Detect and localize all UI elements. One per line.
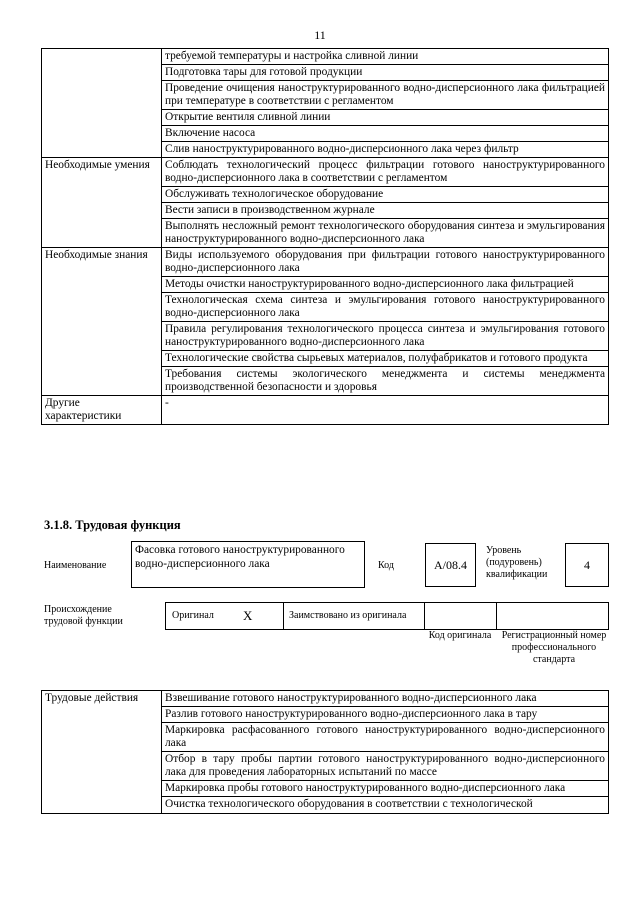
list-item: Открытие вентиля сливной линии [162,110,609,126]
list-item: Очистка технологического оборудования в соответствии с технологической [162,797,609,814]
list-item: Требования системы экологического менеджмента и системы менеджмента производственной безопасности и здоровья [162,367,609,396]
row-label-actions: Трудовые действия [42,691,162,814]
row-label [42,49,162,158]
divider [424,602,425,630]
list-item: Слив наноструктурированного водно-дисперсионного лака через фильтр [162,142,609,158]
list-item: Технологическая схема синтеза и эмульгирования готового наноструктурированного водно-дисперсионного лака [162,293,609,322]
list-item: Отбор в тару пробы партии готового наноструктурированного водно-дисперсионного лака для проведения лабораторных испытаний по массе [162,752,609,781]
table-row [42,158,609,187]
origin-label: Происхождение трудовой функции [44,604,123,627]
row-label-knowledge: Необходимые знания [42,248,162,396]
list-item: Технологические свойства сырьевых материалов, полуфабрикатов и готового продукта [162,351,609,367]
labor-actions-table [41,690,609,814]
level-label: Уровень (подуровень) квалификации [486,545,548,580]
list-item: Разлив готового наноструктурированного водно-дисперсионного лака в тару [162,707,609,723]
table-row [42,49,609,65]
list-item: Подготовка тары для готовой продукции [162,65,609,81]
list-item: Правила регулирования технологического процесса синтеза и эмульгирования готового наноструктурированного водно-дисперсионного лака [162,322,609,351]
original-mark: X [243,608,253,623]
list-item: Включение насоса [162,126,609,142]
list-item: - [162,396,609,425]
list-item: Виды используемого оборудования при фильтрации готового наноструктурированного водно-дисперсионного лака [162,248,609,277]
page-number: 11 [314,28,326,42]
code-label: Код [378,560,394,571]
original-label: Оригинал [172,610,214,621]
list-item: требуемой температуры и настройка сливной линии [162,49,609,65]
list-item: Вести записи в производственном журнале [162,203,609,219]
divider [496,602,497,630]
list-item: Выполнять несложный ремонт технологического оборудования синтеза и эмульгирования наноструктурированного водно-дисперсионного лака [162,219,609,248]
level-value: 4 [565,543,609,587]
list-item: Проведение очищения наноструктурированного водно-дисперсионного лака фильтрацией при температуре в соответствии с регламентом [162,81,609,110]
code-value: А/08.4 [425,543,476,587]
table-row [42,396,609,425]
list-item: Соблюдать технологический процесс фильтрации готового наноструктурированного водно-дисперсионного лака в соответствии с регламентом [162,158,609,187]
list-item: Маркировка расфасованного готового наноструктурированного водно-дисперсионного лака [162,723,609,752]
code-original-caption: Код оригинала [428,630,492,641]
requirements-table [41,48,609,425]
list-item: Методы очистки наноструктурированного водно-дисперсионного лака фильтрацией [162,277,609,293]
list-item: Обслуживать технологическое оборудование [162,187,609,203]
row-label-skills: Необходимые умения [42,158,162,248]
table-row [42,248,609,277]
list-item: Маркировка пробы готового наноструктурированного водно-дисперсионного лака [162,781,609,797]
name-label: Наименование [44,560,107,571]
row-label-other: Другие характеристики [42,396,162,425]
borrowed-label: Заимствовано из оригинала [289,610,407,621]
reg-number-caption: Регистрационный номер профессионального стандарта [501,630,607,665]
table-row [42,691,609,707]
section-heading: 3.1.8. Трудовая функция [44,518,181,532]
divider [283,602,284,630]
name-value: Фасовка готового наноструктурированного водно-дисперсионного лака [131,541,365,588]
list-item: Взвешивание готового наноструктурированного водно-дисперсионного лака [162,691,609,707]
